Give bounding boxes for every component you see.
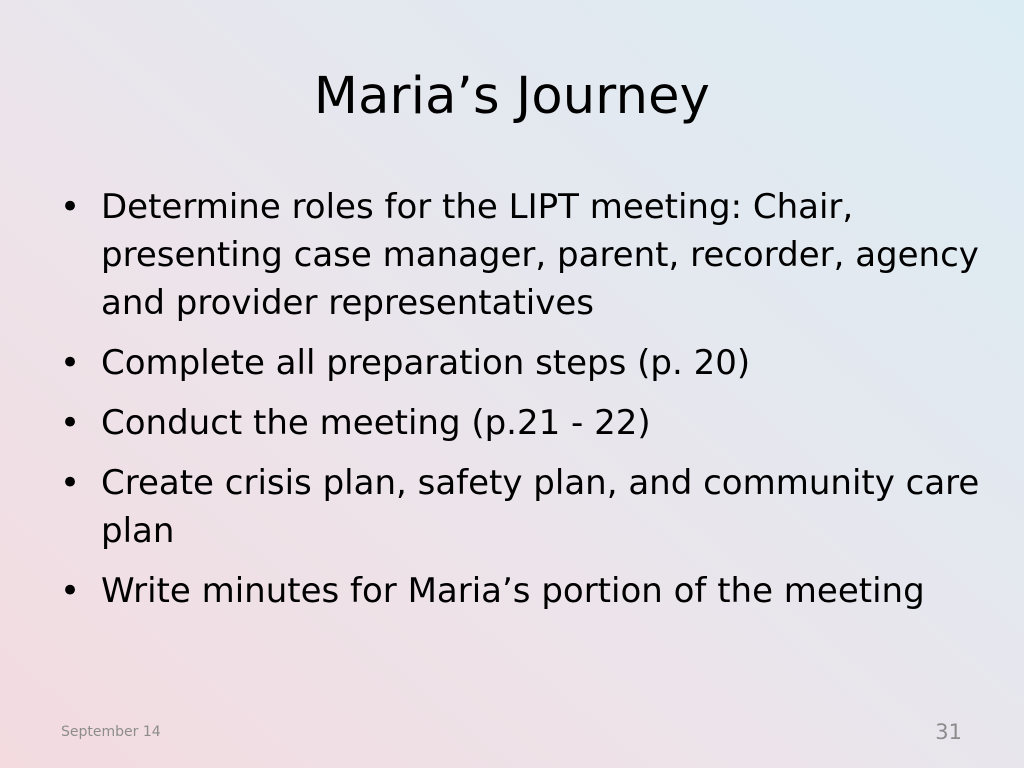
bullet-item — [60, 567, 980, 615]
bullet-text: Create crisis plan, safety plan, and community care plan — [101, 463, 980, 551]
slide-number: 31 — [935, 720, 962, 744]
bullet-dot-icon: • — [60, 187, 81, 227]
slide-title: Maria’s Journey — [313, 67, 711, 126]
bullet-item — [60, 399, 980, 447]
bullet-list — [60, 183, 980, 627]
bullet-text: Write minutes for Maria’s portion of the meeting — [101, 571, 925, 611]
footer-date: September 14 — [61, 724, 161, 740]
bullet-dot-icon: • — [60, 571, 81, 611]
bullet-item — [60, 459, 980, 555]
bullet-item — [60, 183, 980, 327]
bullet-text: Complete all preparation steps (p. 20) — [101, 343, 751, 383]
bullet-item — [60, 339, 980, 387]
bullet-dot-icon: • — [60, 343, 81, 383]
bullet-dot-icon: • — [60, 403, 81, 443]
bullet-text: Determine roles for the LIPT meeting: Chair, presenting case manager, parent, recorder, agency and provider representatives — [101, 187, 979, 323]
bullet-dot-icon: • — [60, 463, 81, 503]
bullet-text: Conduct the meeting (p.21 - 22) — [101, 403, 651, 443]
